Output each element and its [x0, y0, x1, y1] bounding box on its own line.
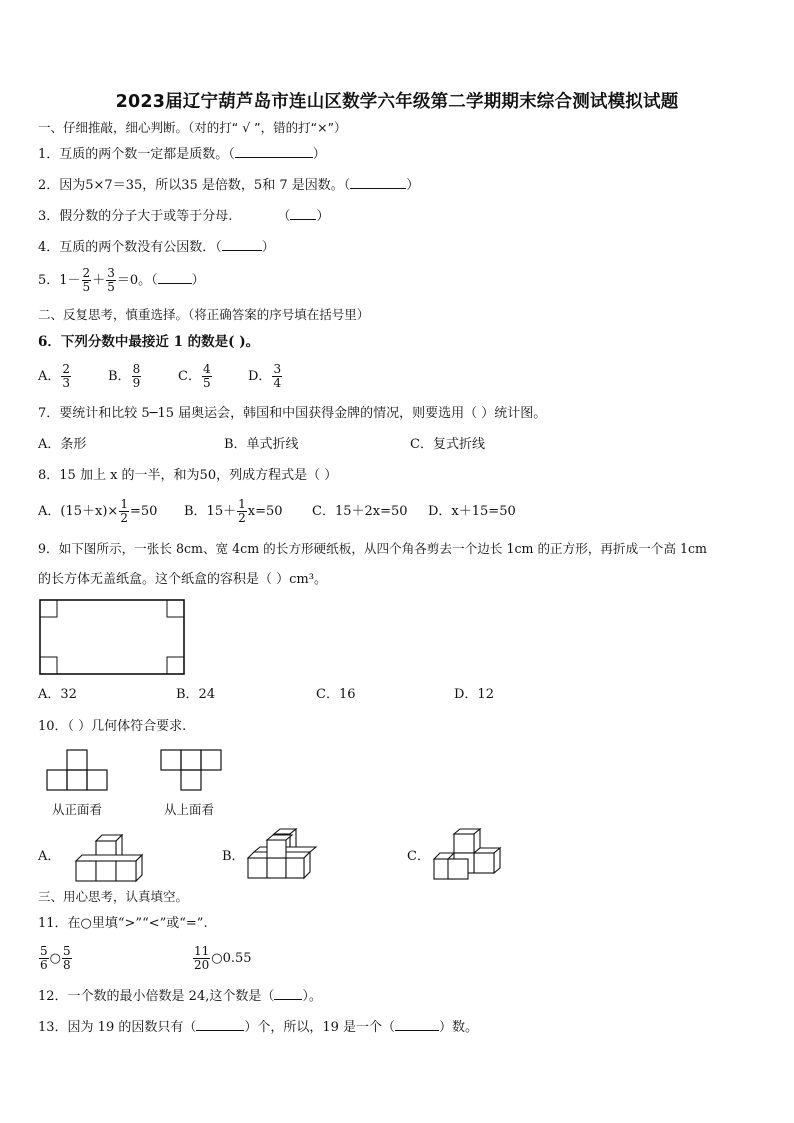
fraction: [119, 498, 129, 525]
option-text: B．15＋: [184, 504, 237, 519]
top-view-caption: 从上面看: [164, 802, 215, 817]
denominator: 2: [120, 511, 128, 525]
option-c[interactable]: C．15＋2x=50: [312, 504, 408, 519]
answer-blank[interactable]: [274, 988, 302, 1000]
question-11: 11．在○里填“>”“<”或“=”.: [38, 916, 208, 931]
option-d[interactable]: D．12: [454, 687, 494, 702]
question-7-options: [38, 437, 485, 453]
option-label: B．: [108, 369, 131, 384]
question-1-text: 1．互质的两个数一定都是质数。（: [38, 147, 235, 162]
answer-blank[interactable]: [290, 208, 316, 220]
numerator: 11: [194, 944, 210, 958]
section-2-heading: 二、反复思考，慎重选择。（将正确答案的序号填在括号里）: [38, 307, 370, 322]
option-label: D．: [248, 369, 272, 384]
solid-b-figure[interactable]: [244, 828, 324, 884]
answer-blank[interactable]: [158, 272, 192, 284]
question-12: [38, 988, 322, 1005]
numerator: 3: [273, 362, 282, 376]
question-12-text: 12．一个数的最小倍数是 24,这个数是（: [38, 989, 275, 1004]
option-a[interactable]: A．条形: [38, 437, 87, 452]
paren-close: ）: [191, 273, 205, 288]
paren-close: ）: [406, 178, 420, 193]
denominator: 9: [132, 376, 141, 390]
fraction: [132, 363, 142, 390]
rectangle-outline: [40, 600, 184, 674]
option-text: =50: [129, 504, 158, 519]
question-4: [38, 239, 275, 256]
answer-blank[interactable]: [350, 177, 406, 189]
denominator: 5: [82, 280, 91, 294]
option-c[interactable]: C．复式折线: [410, 437, 485, 452]
denominator: 5: [107, 280, 115, 294]
option-b[interactable]: [184, 496, 312, 528]
denominator: 6: [40, 958, 48, 972]
question-2-text: 2．因为5×7＝35，所以35 是倍数，5和 7 是因数。（: [38, 178, 351, 193]
option-a[interactable]: [38, 360, 108, 394]
option-text: A．(15＋x)×: [38, 504, 119, 519]
option-b-label[interactable]: B．: [222, 849, 245, 864]
solid-c-figure[interactable]: [430, 828, 506, 884]
paren-close: ）。: [302, 989, 322, 1004]
question-5-prefix: 5．1－: [38, 273, 81, 288]
compare-circle-value[interactable]: ○0.55: [211, 951, 252, 966]
fraction: [272, 363, 282, 390]
question-9-options: [38, 687, 494, 703]
option-c[interactable]: [178, 360, 248, 394]
question-3: [38, 208, 329, 225]
option-a-label[interactable]: A．: [38, 849, 61, 864]
question-9-line-1: 9．如下图所示，一张长 8cm、宽 4cm 的长方形硬纸板，从四个角各剪去一个边长 1cm 的正方形，再折成一个高 1cm: [38, 541, 707, 556]
option-b[interactable]: [108, 360, 178, 394]
question-5-suffix: ＝0。（: [116, 273, 158, 288]
question-6: 6．下列分数中最接近 1 的数是( )。: [38, 334, 260, 350]
fraction: [193, 945, 210, 972]
paren-close: ）: [261, 240, 275, 255]
paren-close: ）: [312, 147, 326, 162]
corner-square: [40, 657, 57, 674]
denominator: 5: [202, 376, 211, 390]
question-1: [38, 146, 326, 163]
option-b[interactable]: B．单式折线: [224, 437, 299, 452]
answer-blank[interactable]: [222, 239, 262, 251]
question-6-options: [38, 360, 318, 394]
numerator: 5: [62, 944, 71, 958]
question-11-a: [38, 942, 73, 976]
option-a[interactable]: [38, 496, 184, 528]
question-13-text: ）个，所以，19 是一个（: [244, 1020, 396, 1035]
answer-blank[interactable]: [196, 1019, 244, 1031]
denominator: 8: [62, 958, 71, 972]
option-c[interactable]: C．16: [316, 687, 356, 702]
question-11-b: [192, 942, 252, 976]
option-d[interactable]: [248, 360, 318, 394]
compare-circle[interactable]: ○: [49, 951, 61, 966]
numerator: 1: [120, 497, 128, 511]
option-d[interactable]: D．x＋15=50: [428, 504, 516, 519]
page-title: 2023届辽宁葫芦岛市连山区数学六年级第二学期期末综合测试模拟试题: [115, 92, 679, 112]
option-a[interactable]: A．32: [38, 687, 77, 702]
fraction: [61, 363, 71, 390]
paren-open: （: [277, 209, 291, 224]
option-label: A．: [38, 369, 61, 384]
front-view-caption: 从正面看: [52, 802, 103, 817]
fraction: [106, 267, 116, 294]
numerator: 8: [132, 362, 141, 376]
question-9-line-2: 的长方体无盖纸盒。这个纸盒的容积是（ ）cm³。: [38, 572, 327, 587]
option-b[interactable]: B．24: [176, 687, 216, 702]
corner-square: [167, 600, 184, 617]
denominator: 4: [273, 376, 282, 390]
fraction: [39, 945, 49, 972]
denominator: 2: [238, 511, 246, 525]
fraction: [82, 267, 92, 294]
question-7: 7．要统计和比较 5─15 届奥运会，韩国和中国获得金牌的情况，则要选用（ ）统计图。: [38, 406, 547, 421]
option-text: x=50: [247, 504, 283, 519]
fraction: [62, 945, 72, 972]
front-view-figure: [46, 748, 110, 794]
numerator: 4: [202, 362, 211, 376]
numerator: 5: [40, 944, 48, 958]
question-3-text: 3．假分数的分子大于或等于分母.: [38, 209, 233, 224]
section-3-heading: 三、用心思考，认真填空。: [38, 889, 189, 904]
answer-blank[interactable]: [395, 1019, 439, 1031]
solid-a-figure[interactable]: [70, 832, 150, 884]
answer-blank[interactable]: [235, 146, 313, 158]
question-8-options: [38, 496, 516, 528]
paren-close: ）: [316, 209, 330, 224]
numerator: 1: [238, 497, 246, 511]
question-13-text: 13．因为 19 的因数只有（: [38, 1020, 197, 1035]
question-2: [38, 177, 419, 194]
option-label: C．: [178, 369, 201, 384]
numerator: 3: [107, 266, 115, 280]
question-13-text: ）数。: [439, 1020, 479, 1035]
section-1-heading: 一、仔细推敲，细心判断。（对的打“ √ ”，错的打“×”）: [38, 120, 347, 135]
fraction: [202, 363, 212, 390]
question-5: [38, 266, 205, 296]
question-4-text: 4．互质的两个数没有公因数．（: [38, 240, 222, 255]
question-13: [38, 1019, 478, 1036]
option-c-label[interactable]: C．: [407, 849, 430, 864]
numerator: 2: [62, 362, 71, 376]
question-10: 10．（ ）几何体符合要求.: [38, 719, 187, 734]
corner-square: [40, 600, 57, 617]
plus-sign: ＋: [92, 273, 106, 288]
fraction: [237, 498, 247, 525]
denominator: 3: [62, 376, 71, 390]
top-view-figure: [160, 748, 224, 794]
denominator: 20: [194, 958, 210, 972]
cardboard-figure: [38, 598, 188, 678]
question-8: 8．15 加上 x 的一半，和为50，列成方程式是（ ）: [38, 468, 338, 483]
numerator: 2: [82, 266, 91, 280]
corner-square: [167, 657, 184, 674]
